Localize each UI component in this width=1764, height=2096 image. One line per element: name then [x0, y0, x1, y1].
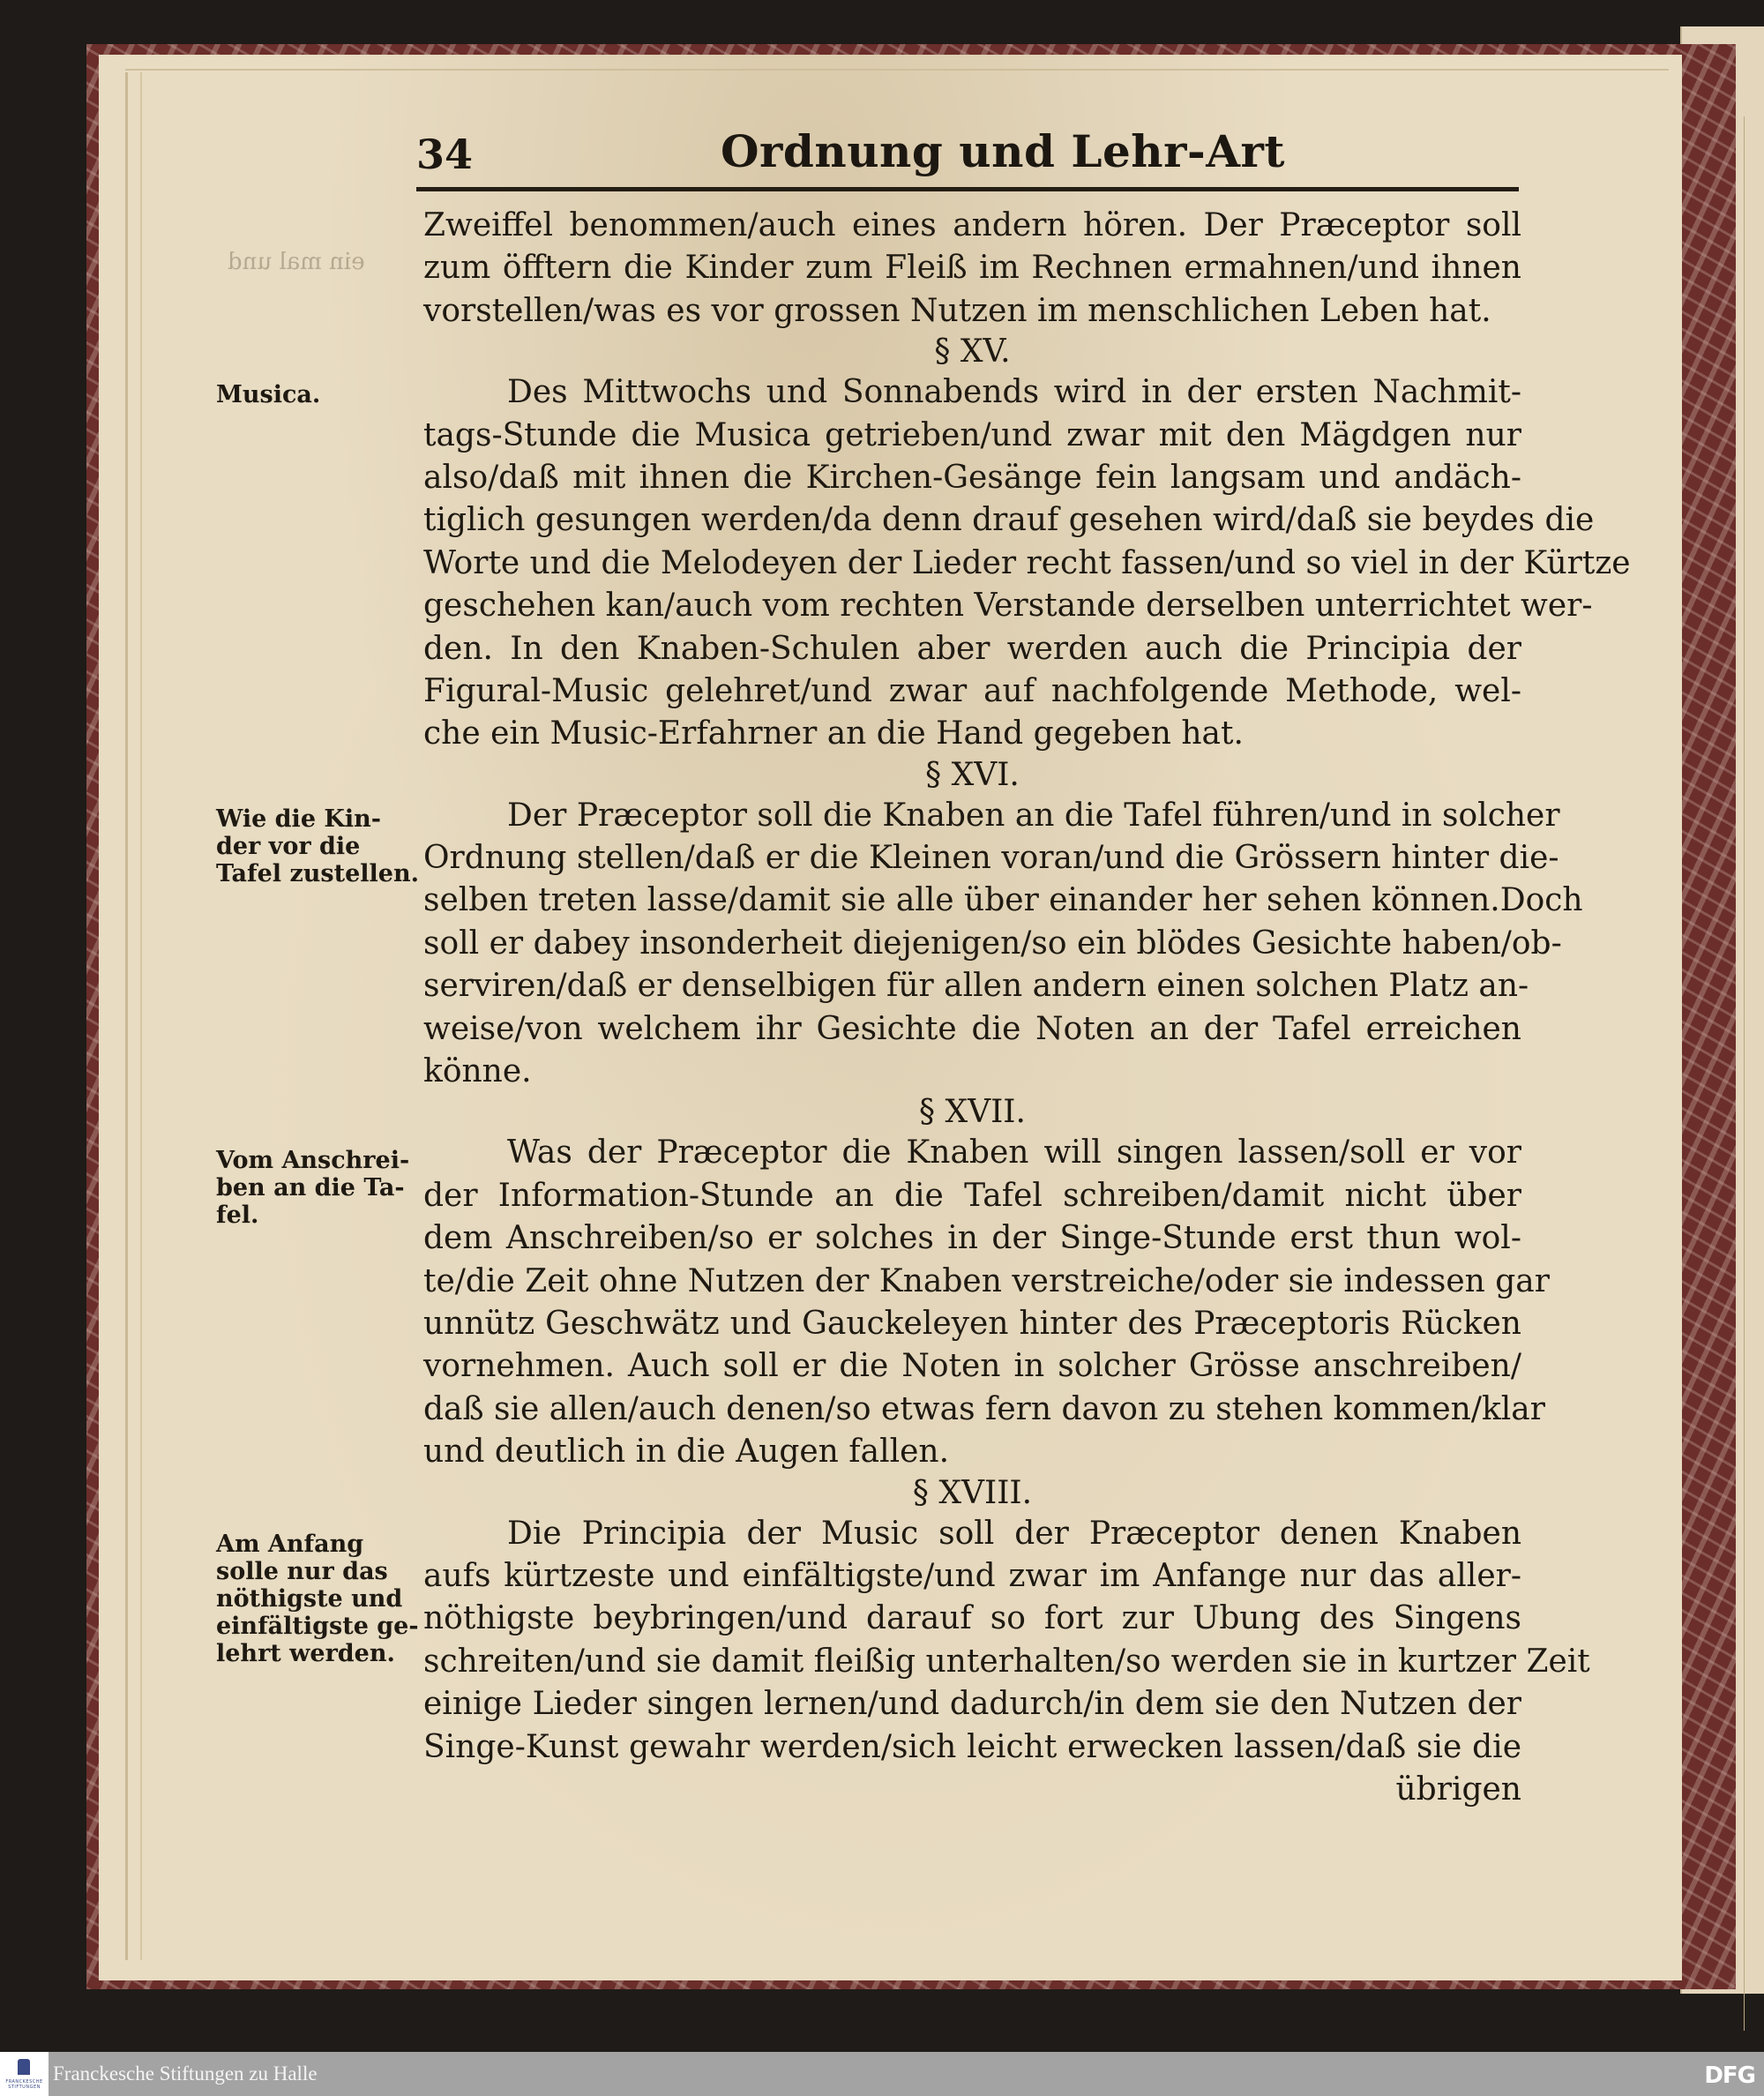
- catchword: übrigen: [1395, 1770, 1521, 1808]
- text-line: Zweiffel benommen/auch eines andern hören. Der Præceptor soll: [423, 207, 1521, 243]
- margin-note-musica: [216, 381, 419, 408]
- page-top-edge: [125, 69, 1669, 76]
- text-line: weise/von welchem ihr Gesichte die Noten an der Tafel erreichen: [423, 1010, 1521, 1047]
- margin-note-xvii: [216, 1147, 419, 1229]
- logo-figure-icon: [18, 2059, 30, 2075]
- logo-text: [2, 2079, 47, 2090]
- text-line: also/daß mit ihnen die Kirchen-Gesänge fein langsam und andäch-: [423, 459, 1521, 496]
- text-line: aufs kürtzeste und einfältigste/und zwar im Anfange nur das aller-: [423, 1557, 1521, 1594]
- text-line: nöthigste beybringen/und darauf so fort zur Ubung des Singens: [423, 1600, 1521, 1637]
- viewer-footer-bar: [0, 2052, 1764, 2096]
- running-title: Ordnung und Lehr-Art: [720, 125, 1285, 177]
- margin-note-line: solle nur das: [216, 1558, 388, 1585]
- text-line: daß sie allen/auch denen/so etwas fern davon zu stehen kommen/klar: [423, 1390, 1545, 1427]
- margin-note-line: ben an die Ta-: [216, 1174, 405, 1201]
- text-line: serviren/daß er denselbigen für allen andern einen solchen Platz an-: [423, 968, 1529, 1005]
- text-line: und deutlich in die Augen fallen.: [423, 1434, 950, 1471]
- text-line: vornehmen. Auch soll er die Noten in solcher Grösse anschreiben/: [423, 1348, 1521, 1385]
- text-line: che ein Music-Erfahrner an die Hand gegeben hat.: [423, 715, 1244, 752]
- running-head: [416, 124, 1519, 185]
- text-line: dem Anschreiben/so er solches in der Singe-Stunde erst thun wol-: [423, 1220, 1521, 1257]
- margin-note-line: Vom Anschrei-: [216, 1147, 410, 1174]
- margin-note-line: lehrt werden.: [216, 1640, 395, 1667]
- page-inner-edge: [125, 72, 142, 1960]
- margin-note-xviii: [216, 1531, 419, 1667]
- text-line: te/die Zeit ohne Nutzen der Knaben verstreiche/oder sie indessen gar: [423, 1262, 1550, 1299]
- text-line: soll er dabey insonderheit diejenigen/so ein blödes Gesichte haben/ob-: [423, 924, 1562, 962]
- margin-note-line: Musica.: [216, 381, 321, 408]
- margin-note-line: Tafel zustellen.: [216, 860, 419, 887]
- text-line: unnütz Geschwätz und Gauckeleyen hinter des Præceptoris Rücken: [423, 1305, 1521, 1342]
- text-line: Was der Præceptor die Knaben will singen lassen/soll er vor: [507, 1134, 1521, 1172]
- header-rule: [416, 187, 1519, 191]
- text-line: könne.: [423, 1053, 532, 1090]
- text-line: schreiten/und sie damit fleißig unterhalten/so werden sie in kurtzer Zeit: [423, 1643, 1590, 1680]
- margin-note-line: nöthigste und: [216, 1585, 403, 1613]
- gutter-line: [1744, 116, 1745, 2031]
- section-heading: § XVI.: [925, 756, 1020, 793]
- institution-name[interactable]: Franckesche Stiftungen zu Halle: [53, 2062, 318, 2085]
- section-heading: § XVIII.: [912, 1474, 1033, 1511]
- dfg-logo[interactable]: DFG: [1704, 2062, 1755, 2089]
- margin-note-xvi: [216, 805, 419, 887]
- section-heading: § XVII.: [919, 1094, 1026, 1131]
- text-line: Ordnung stellen/daß er die Kleinen voran/und die Grössern hinter die-: [423, 840, 1559, 877]
- text-line: geschehen kan/auch vom rechten Verstande derselben unterrichtet wer-: [423, 588, 1593, 625]
- logo-text-line: STIFTUNGEN: [8, 2085, 41, 2090]
- text-line: Die Principia der Music soll der Præceptor denen Knaben: [507, 1515, 1521, 1552]
- text-line: tags-Stunde die Musica getrieben/und zwar mit den Mägdgen nur: [423, 416, 1521, 453]
- page-number: 34: [416, 131, 474, 178]
- margin-note-line: einfältigste ge-: [216, 1613, 419, 1640]
- margin-note-line: Wie die Kin-: [216, 805, 381, 833]
- text-line: zum öfftern die Kinder zum Fleiß im Rechnen ermahnen/und ihnen: [423, 250, 1521, 287]
- margin-note-line: Am Anfang: [216, 1531, 364, 1558]
- logo-text-line: FRANCKESCHE: [5, 2079, 43, 2085]
- text-line: der Information-Stunde an die Tafel schreiben/damit nicht über: [423, 1177, 1521, 1214]
- body-text: [423, 205, 1631, 1811]
- margin-bleed-through: ein mal und: [228, 249, 365, 275]
- text-line: Worte und die Melodeyen der Lieder recht fassen/und so viel in der Kürtze: [423, 544, 1631, 581]
- franckesche-stiftungen-logo[interactable]: [0, 2052, 49, 2096]
- text-line: Singe-Kunst gewahr werden/sich leicht erwecken lassen/daß sie die: [423, 1728, 1521, 1765]
- margin-note-line: fel.: [216, 1201, 259, 1229]
- text-line: tiglich gesungen werden/da denn drauf gesehen wird/daß sie beydes die: [423, 502, 1595, 539]
- section-heading: § XV.: [934, 333, 1011, 371]
- text-line: Des Mittwochs und Sonnabends wird in der ersten Nachmit-: [507, 374, 1521, 411]
- text-line: einige Lieder singen lernen/und dadurch/in dem sie den Nutzen der: [423, 1686, 1521, 1723]
- text-line: den. In den Knaben-Schulen aber werden auch die Principia der: [423, 630, 1521, 667]
- text-line: vorstellen/was es vor grossen Nutzen im menschlichen Leben hat.: [423, 292, 1491, 329]
- text-line: selben treten lasse/damit sie alle über einander her sehen können.Doch: [423, 882, 1583, 919]
- text-line: Der Præceptor soll die Knaben an die Tafel führen/und in solcher: [507, 797, 1560, 834]
- margin-note-line: der vor die: [216, 833, 361, 860]
- text-line: Figural-Music gelehret/und zwar auf nachfolgende Methode, wel-: [423, 672, 1521, 709]
